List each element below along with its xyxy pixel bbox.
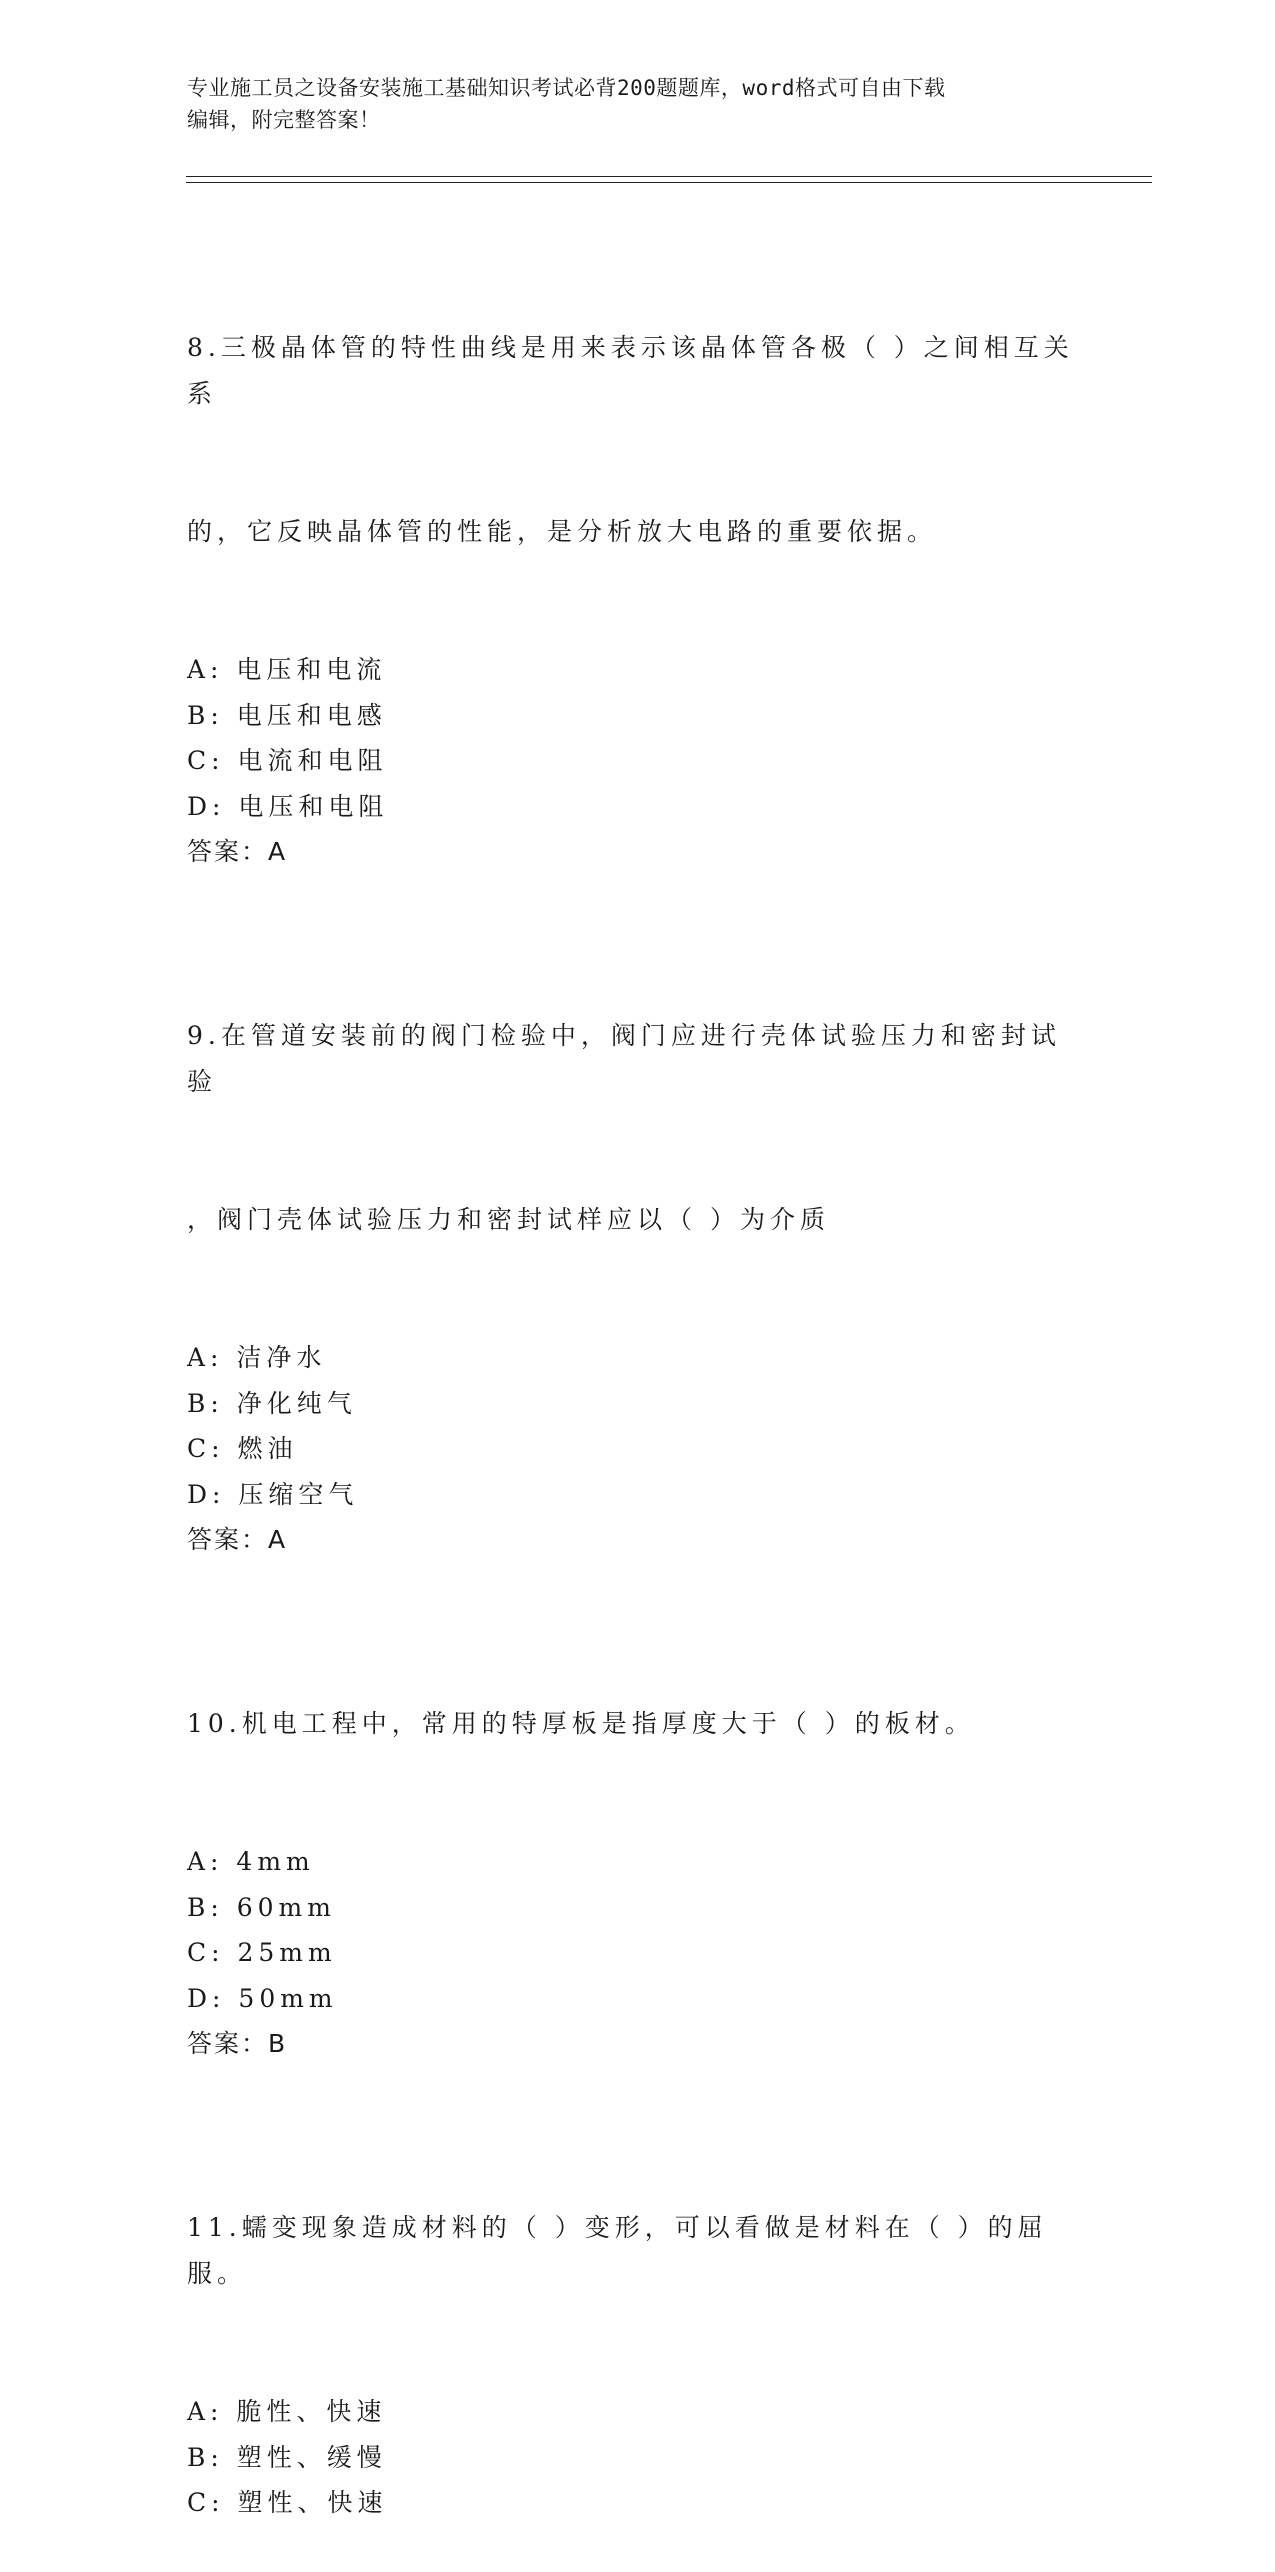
option-d: D: 电压和电阻 <box>187 791 389 821</box>
question-text <box>187 2113 1087 2389</box>
option-b: B: 电压和电感 <box>187 700 387 730</box>
question-line: ，阀门壳体试验压力和密封试样应以（ ）为介质 <box>187 1205 830 1234</box>
option-b: B: 塑性、缓慢 <box>187 2442 387 2472</box>
question-11 <box>187 2113 1087 2526</box>
question-line: 10.机电工程中，常用的特厚板是指厚度大于（ ）的板材。 <box>187 1709 975 1738</box>
option-c: C: 25mm <box>187 1938 337 1967</box>
header-divider <box>186 176 1152 183</box>
document-header <box>187 72 1067 136</box>
question-text <box>187 1609 1087 1839</box>
option-a: A: 脆性、快速 <box>187 2397 387 2426</box>
question-8 <box>187 233 1087 875</box>
option-c: C: 塑性、快速 <box>187 2488 388 2517</box>
answer: 答案：A <box>187 837 288 866</box>
question-line: 9.在管道安装前的阀门检验中，阀门应进行壳体试验压力和密封试验 <box>187 1021 1061 1096</box>
question-list <box>187 233 1087 2572</box>
answer: 答案：A <box>187 1525 288 1554</box>
option-d: D: 50mm <box>187 1983 338 2013</box>
option-a: A: 4mm <box>187 1847 315 1876</box>
option-b: B: 60mm <box>187 1892 336 1922</box>
question-9 <box>187 921 1087 1563</box>
question-line: 11.蠕变现象造成材料的（ ）变形，可以看做是材料在（ ）的屈服。 <box>187 2213 1048 2288</box>
question-text <box>187 233 1087 647</box>
option-a: A: 洁净水 <box>187 1343 327 1372</box>
option-d: D: 压缩空气 <box>187 1479 359 1509</box>
header-line-2: 编辑，附完整答案！ <box>187 108 381 132</box>
option-b: B: 净化纯气 <box>187 1388 357 1418</box>
option-c: C: 燃油 <box>187 1434 298 1463</box>
answer: 答案：B <box>187 2029 288 2058</box>
question-text <box>187 921 1087 1335</box>
question-10 <box>187 1609 1087 2067</box>
option-a: A: 电压和电流 <box>187 655 387 684</box>
question-line: 8.三极晶体管的特性曲线是用来表示该晶体管各极（ ）之间相互关系 <box>187 333 1074 408</box>
option-c: C: 电流和电阻 <box>187 746 388 775</box>
question-line: 的，它反映晶体管的性能，是分析放大电路的重要依据。 <box>187 517 938 546</box>
header-line-1: 专业施工员之设备安装施工基础知识考试必背200题题库，word格式可自由下载 <box>187 76 946 100</box>
